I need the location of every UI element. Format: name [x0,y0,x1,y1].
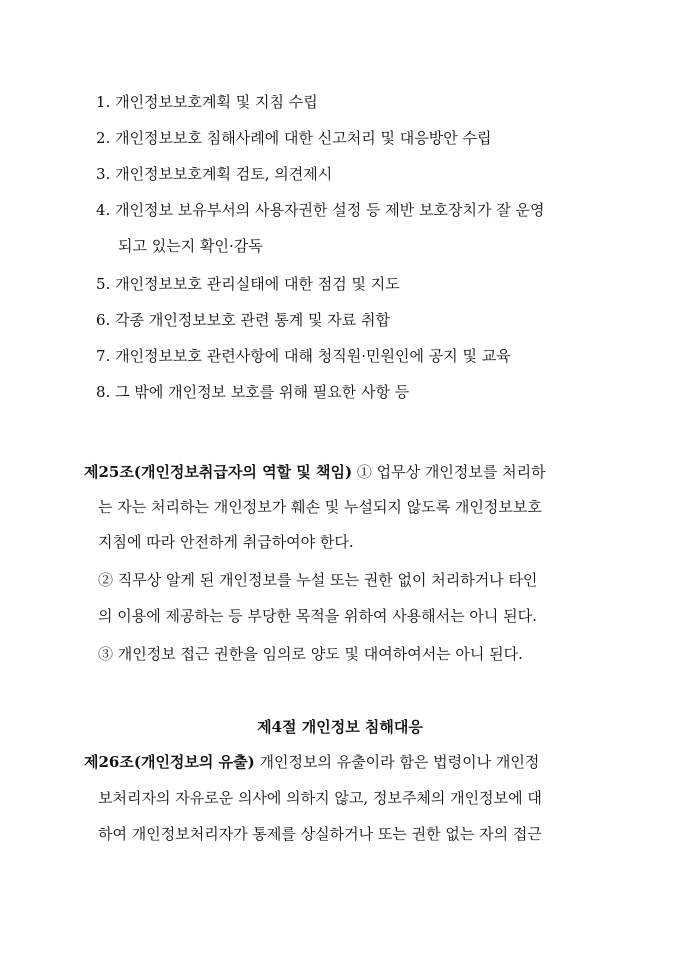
article-25-line: 지침에 따라 안전하게 취급하여야 한다. [98,533,354,551]
list-item: 2. 개인정보보호 침해사례에 대한 신고처리 및 대응방안 수립 [96,129,492,147]
list-item: 8. 그 밖에 개인정보 보호를 위해 필요한 사항 등 [96,383,410,401]
article-25-line: 의 이용에 제공하는 등 부당한 목적을 위하여 사용해서는 아니 된다. [98,607,537,625]
article-25-line: 는 자는 처리하는 개인정보가 훼손 및 누설되지 않도록 개인정보보호 [98,498,542,516]
section-heading: 제4절 개인정보 침해대응 [257,718,423,736]
article-25-first-line [84,462,604,482]
list-item: 7. 개인정보보호 관련사항에 대해 청직원·민원인에 공지 및 교육 [96,347,511,365]
article-25-title: 제25조(개인정보취급자의 역할 및 책임) [84,463,353,481]
article-25-clause-3: ③ 개인정보 접근 권한을 임의로 양도 및 대여하여서는 아니 된다. [98,645,523,663]
article-25-clause-2: ② 직무상 알게 된 개인정보를 누설 또는 권한 없이 처리하거나 타인 [98,571,538,589]
article-26-line: 보처리자의 자유로운 의사에 의하지 않고, 정보주체의 개인정보에 대 [98,789,542,807]
article-26-title: 제26조(개인정보의 유출) [84,753,255,771]
list-item: 4. 개인정보 보유부서의 사용자권한 설정 등 제반 보호장치가 잘 운영 [96,201,545,219]
list-item: 1. 개인정보보호계획 및 지침 수립 [96,93,318,111]
list-item-continuation: 되고 있는지 확인·감독 [118,237,263,255]
article-25-text: ① 업무상 개인정보를 처리하 [356,463,546,481]
list-item: 3. 개인정보보호계획 검토, 의견제시 [96,165,333,183]
article-26-first-line [84,752,539,772]
list-item: 6. 각종 개인정보보호 관련 통계 및 자료 취합 [96,311,391,329]
article-26-line: 하여 개인정보처리자가 통제를 상실하거나 또는 권한 없는 자의 접근 [98,825,542,843]
article-26-text: 개인정보의 유출이라 함은 법령이나 개인정 [259,753,540,771]
list-item: 5. 개인정보보호 관리실태에 대한 점검 및 지도 [96,275,400,293]
